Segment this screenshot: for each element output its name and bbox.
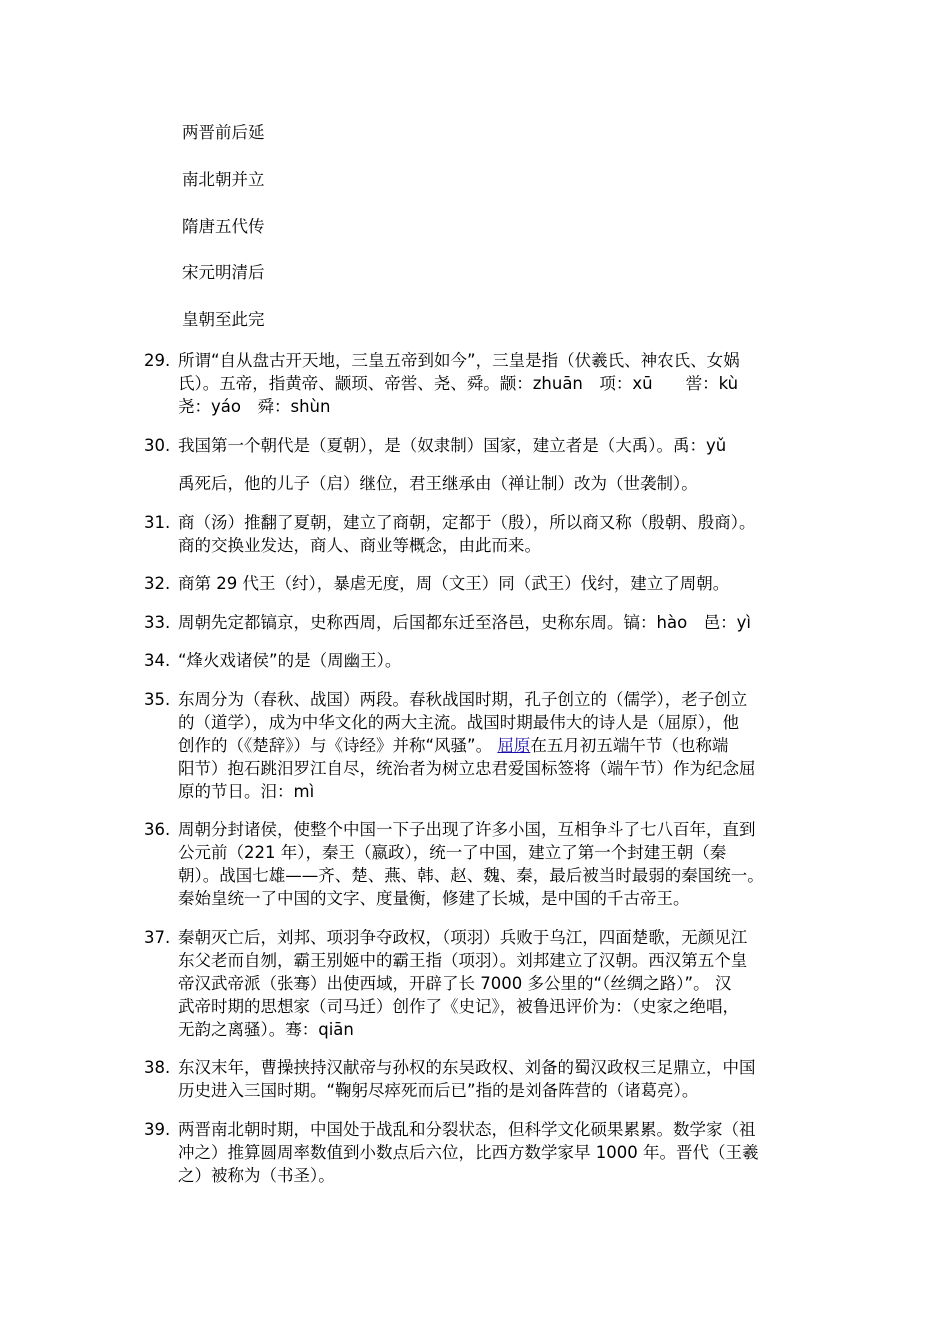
item-line: 所谓“自从盘古开天地，三皇五帝到如今”，三皇是指（伏羲氏、神农氏、女娲 <box>178 351 740 370</box>
item-line: 之）被称为（书圣）。 <box>178 1165 335 1185</box>
item-line: 尧：yáo 舜：shùn <box>178 397 331 416</box>
item-line: “烽火戏诸侯”的是（周幽王）。 <box>178 651 402 670</box>
item-line: 秦朝灭亡后，刘邦、项羽争夺政权，（项羽）兵败于乌江，四面楚歌，无颜见江 <box>178 927 748 947</box>
item-line: 公元前（221 年），秦王（嬴政），统一了中国，建立了第一个封建王朝（秦 <box>178 843 727 862</box>
item-line-text: 在五月初五端午节（也称端 <box>530 735 729 755</box>
item-number: 39. <box>144 1119 171 1139</box>
history-list <box>144 349 820 1202</box>
item-line: 氏）。五帝，指黄帝、颛顼、帝喾、尧、舜。颛：zhuān 项：xū 喾：kù <box>178 374 739 393</box>
item-line: 无韵之离骚）。骞：qiān <box>178 1019 354 1039</box>
poem-line: 宋元明清后 <box>182 263 265 283</box>
item-line: 商（汤）推翻了夏朝，建立了商朝，定都于（殷），所以商又称（殷朝、殷商）。 <box>178 512 756 532</box>
item-number: 32. <box>144 574 171 593</box>
list-item-36 <box>144 818 820 910</box>
item-line: 历史进入三国时期。“鞠躬尽瘁死而后已”指的是刘备阵营的（诸葛亮）。 <box>178 1081 699 1100</box>
item-line: 阳节）抱石跳汨罗江自尽，统治者为树立忠君爱国标签将（端午节）作为纪念屈 <box>178 758 756 778</box>
item-number: 35. <box>144 689 171 709</box>
item-number: 38. <box>144 1058 171 1077</box>
item-line: 的（道学），成为中华文化的两大主流。战国时期最伟大的诗人是（屈原），他 <box>178 712 739 732</box>
list-item-31 <box>144 511 820 557</box>
item-line: 朝）。战国七雄——齐、楚、燕、韩、赵、魏、秦，最后被当时最弱的秦国统一。 <box>178 866 764 885</box>
item-number: 36. <box>144 820 171 839</box>
item-line: 周朝先定都镐京，史称西周，后国都东迁至洛邑，史称东周。镐：hào 邑：yì <box>178 612 752 632</box>
item-number: 31. <box>144 512 171 532</box>
list-item-32 <box>144 572 820 595</box>
item-line: 商的交换业发达，商人、商业等概念，由此而来。 <box>178 535 541 555</box>
list-item-37 <box>144 926 820 1041</box>
item-line: 周朝分封诸侯，使整个中国一下子出现了许多小国，互相争斗了七八百年，直到 <box>178 820 756 839</box>
poem-line: 隋唐五代传 <box>182 216 265 236</box>
poem-line: 两晋前后延 <box>182 123 265 142</box>
list-item-38 <box>144 1056 820 1102</box>
list-item-39 <box>144 1118 820 1187</box>
item-number: 37. <box>144 927 171 947</box>
qu-yuan-link[interactable]: 屈原 <box>497 735 531 755</box>
item-line: 东父老而自刎，霸王别姬中的霸王指（项羽）。刘邦建立了汉朝。西汉第五个皇 <box>178 950 748 970</box>
poem-line: 南北朝并立 <box>182 169 265 189</box>
item-number: 29. <box>144 351 171 370</box>
list-item-35 <box>144 688 820 803</box>
item-line: 原的节日。汨：mì <box>178 781 315 801</box>
item-line: 东汉末年，曹操挟持汉献帝与孙权的东吴政权、刘备的蜀汉政权三足鼎立，中国 <box>178 1058 756 1077</box>
item-line: 两晋南北朝时期，中国处于战乱和分裂状态，但科学文化硕果累累。数学家（祖 <box>178 1119 756 1139</box>
item-line: 冲之）推算圆周率数值到小数点后六位，比西方数学家早 1000 年。晋代（王羲 <box>178 1142 759 1162</box>
list-item-29 <box>144 349 820 418</box>
list-item-33 <box>144 611 820 634</box>
list-item-34 <box>144 649 820 672</box>
item-line: 禹死后，他的儿子（启）继位，君王继承由（禅让制）改为（世袭制）。 <box>178 474 698 493</box>
item-number: 34. <box>144 651 171 670</box>
item-line-text: 创作的（《楚辞》）与《诗经》并称“风骚”。 <box>178 735 493 755</box>
item-line: 商第 29 代王（纣），暴虐无度，周（文王）同（武王）伐纣，建立了周朝。 <box>178 574 730 593</box>
item-number: 30. <box>144 435 171 455</box>
item-line: 武帝时期的思想家（司马迁）创作了《史记》，被鲁迅评价为：（史家之绝唱， <box>178 996 739 1016</box>
dynasty-poem <box>182 121 265 355</box>
item-line: 帝汉武帝派（张骞）出使西域，开辟了长 7000 多公里的“（丝绸之路）”。 汉 <box>178 973 732 993</box>
item-number: 33. <box>144 612 171 632</box>
item-line <box>178 734 820 757</box>
poem-line: 皇朝至此完 <box>182 310 265 330</box>
list-item-30 <box>144 434 820 496</box>
item-line: 秦始皇统一了中国的文字、度量衡，修建了长城，是中国的千古帝王。 <box>178 889 690 908</box>
item-line: 我国第一个朝代是（夏朝），是（奴隶制）国家，建立者是（大禹）。禹：yǔ <box>178 435 727 455</box>
item-line: 东周分为（春秋、战国）两段。春秋战国时期，孔子创立的（儒学），老子创立 <box>178 689 748 709</box>
